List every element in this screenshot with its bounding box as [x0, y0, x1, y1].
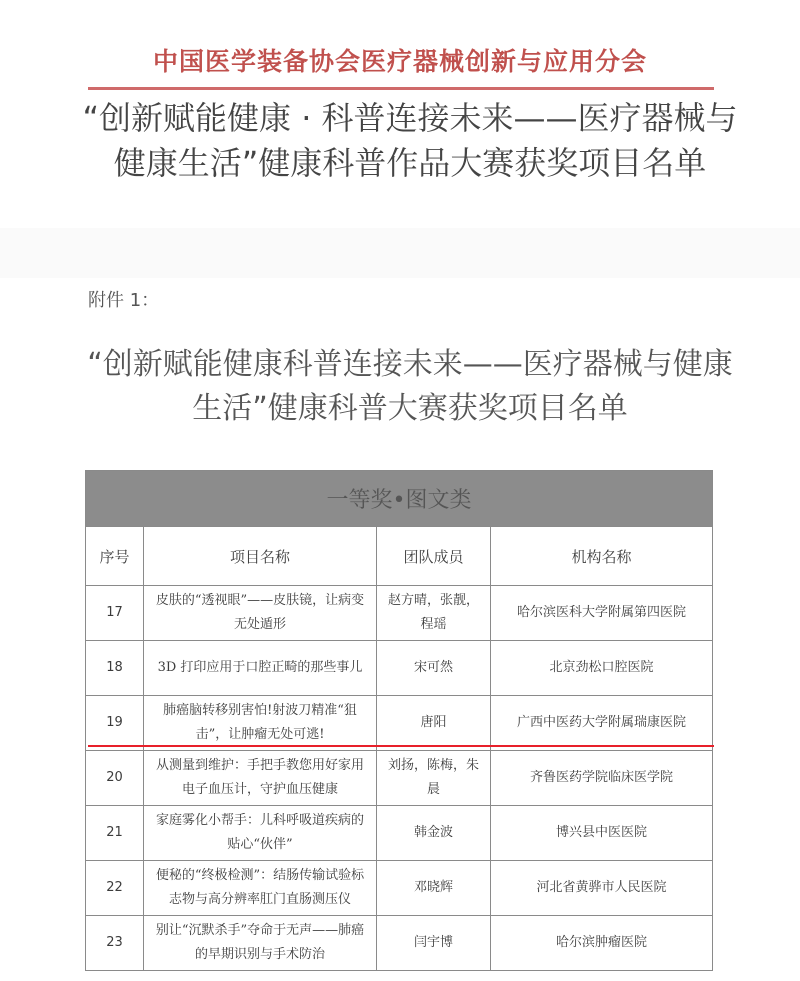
column-header-row — [86, 527, 713, 586]
row-team: 刘扬，陈梅，朱晨 — [377, 751, 491, 806]
scan-gap — [0, 228, 800, 278]
row-org: 齐鲁医药学院临床医学院 — [491, 751, 713, 806]
category-band: 一等奖•图文类 — [86, 471, 713, 527]
organization-title: 中国医学装备协会医疗器械创新与应用分会 — [152, 47, 647, 76]
row-no: 22 — [86, 861, 144, 916]
row-org: 河北省黄骅市人民医院 — [491, 861, 713, 916]
row-team: 邓晓辉 — [377, 861, 491, 916]
row-no: 17 — [86, 586, 144, 641]
col-header-no: 序号 — [86, 527, 144, 586]
col-header-org: 机构名称 — [491, 527, 713, 586]
row-no: 23 — [86, 916, 144, 971]
red-annotation-underline — [88, 745, 714, 747]
row-project: 家庭雾化小帮手：儿科呼吸道疾病的贴心“伙伴” — [144, 806, 377, 861]
row-no: 21 — [86, 806, 144, 861]
table-row — [86, 696, 713, 751]
row-team: 宋可然 — [377, 641, 491, 696]
sub-title: “创新赋能健康科普连接未来——医疗器械与健康生活”健康科普大赛获奖项目名单 — [87, 347, 733, 426]
table-row — [86, 806, 713, 861]
row-project: 肺癌脑转移别害怕!射波刀精准“狙击”，让肿瘤无处可逃! — [144, 696, 377, 751]
table-row — [86, 641, 713, 696]
row-project: 3D 打印应用于口腔正畸的那些事儿 — [144, 641, 377, 696]
table-row — [86, 916, 713, 971]
row-team: 唐阳 — [377, 696, 491, 751]
row-project: 别让“沉默杀手”夺命于无声——肺癌的早期识别与手术防治 — [144, 916, 377, 971]
row-project: 便秘的“终极检测”：结肠传输试验标志物与高分辨率肛门直肠测压仪 — [144, 861, 377, 916]
attachment-label: 附件 1： — [88, 290, 160, 311]
row-no: 19 — [86, 696, 144, 751]
awards-table — [85, 470, 713, 971]
row-team: 韩金波 — [377, 806, 491, 861]
row-org: 哈尔滨肿瘤医院 — [491, 916, 713, 971]
row-team: 闫宇博 — [377, 916, 491, 971]
row-project: 皮肤的“透视眼”——皮肤镜，让病变无处遁形 — [144, 586, 377, 641]
row-org: 广西中医药大学附属瑞康医院 — [491, 696, 713, 751]
row-team: 赵方晴，张靓，程瑶 — [377, 586, 491, 641]
row-project: 从测量到维护：手把手教您用好家用电子血压计，守护血压健康 — [144, 751, 377, 806]
row-org: 北京劲松口腔医院 — [491, 641, 713, 696]
table-row — [86, 751, 713, 806]
row-no: 18 — [86, 641, 144, 696]
main-title: “创新赋能健康 · 科普连接未来——医疗器械与健康生活”健康科普作品大赛获奖项目名单 — [82, 99, 738, 182]
header-red-rule — [88, 87, 714, 90]
row-org: 博兴县中医医院 — [491, 806, 713, 861]
table-row — [86, 861, 713, 916]
col-header-team: 团队成员 — [377, 527, 491, 586]
table-row — [86, 586, 713, 641]
row-no: 20 — [86, 751, 144, 806]
col-header-project: 项目名称 — [144, 527, 377, 586]
row-org: 哈尔滨医科大学附属第四医院 — [491, 586, 713, 641]
